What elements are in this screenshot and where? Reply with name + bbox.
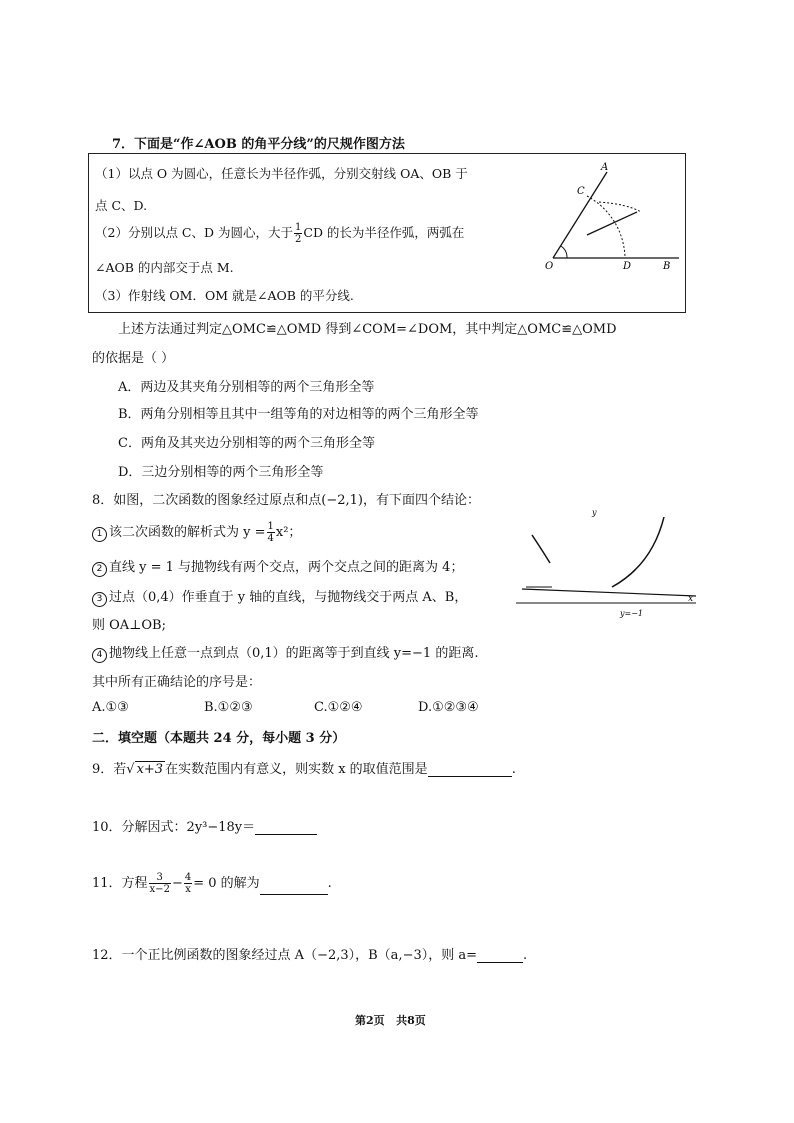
q10-text: 10．分解因式：2y³−18y＝ xyxy=(92,820,256,835)
q7-step1-b: 点 C、D. xyxy=(95,198,148,213)
q11-answer-blank[interactable] xyxy=(260,879,328,895)
q8-c1-fraction xyxy=(267,521,275,544)
q7-step2-fraction xyxy=(294,222,302,245)
q8-c1-pre: 该二次函数的解析式为 y = xyxy=(109,525,266,540)
q7-step2-pre: （2）分别以点 C、D 为圆心，大于 xyxy=(95,225,293,240)
q11-f1-num: 3 xyxy=(149,872,171,884)
q7-method-box xyxy=(88,153,686,313)
q8-choice-b: B.①②③ xyxy=(204,700,253,715)
q7-label-b: B xyxy=(663,261,671,272)
q8-choice-a: A.①③ xyxy=(92,700,129,715)
q8-title: 8．如图，二次函数的图象经过原点和点(−2,1)，有下面四个结论： xyxy=(92,493,480,508)
q10-answer-blank[interactable] xyxy=(255,819,317,835)
q11-f1-den: x−2 xyxy=(149,884,170,895)
q9-pre: 9．若 xyxy=(92,762,127,777)
q8-c3-text: 过点（0,4）作垂直于 y 轴的直线，与抛物线交于两点 A、B， xyxy=(109,590,468,605)
q7-stem-a: 上述方法通过判定△OMC≌△OMD 得到∠COM=∠DOM，其中判定△OMC≌△OMD xyxy=(118,322,617,337)
q8-conclusion-1 xyxy=(92,521,301,544)
q9 xyxy=(92,758,516,777)
q12-text: 12．一个正比例函数的图象经过点 A（−2,3），B（a,−3），则 a= xyxy=(92,948,478,963)
q8-c3-number: 3 xyxy=(92,592,107,607)
q8-c2-number: 2 xyxy=(92,562,107,577)
footer-total-pages: 共8页 xyxy=(396,1014,426,1027)
q7-label-a: A xyxy=(601,162,609,173)
q7-option-c: C．两角及其夹边分别相等的两个三角形全等 xyxy=(118,436,375,451)
q8-label-x: x xyxy=(688,594,694,604)
q8-label-y: y xyxy=(592,508,597,517)
footer-page-number: 第2页 xyxy=(355,1014,385,1027)
q12-end: . xyxy=(523,948,528,963)
q9-radicand: x+3 xyxy=(136,762,164,777)
q8-label-y-minus-1: y=−1 xyxy=(620,609,644,618)
q8-c4-text: 抛物线上任意一点到点（0,1）的距离等于到直线 y=−1 的距离. xyxy=(109,646,479,661)
q8-choice-c: C.①②④ xyxy=(314,700,363,715)
q7-angle-bisector-figure xyxy=(539,162,689,272)
q7-step2-frac-num: 1 xyxy=(295,222,302,233)
q8-c2-text: 直线 y = 1 与抛物线有两个交点，两个交点之间的距离为 4； xyxy=(109,560,464,575)
q7-option-d: D．三边分别相等的两个三角形全等 xyxy=(118,465,324,480)
q7-step1-a: （1）以点 O 为圆心，任意长为半径作弧，分别交射线 OA、OB 于 xyxy=(95,166,468,181)
q7-step2-b: ∠AOB 的内部交于点 M. xyxy=(95,260,234,275)
q8-c1-post: x²； xyxy=(275,525,302,540)
q7-label-o: O xyxy=(545,261,554,272)
q8-choice-d: D.①②③④ xyxy=(418,700,479,715)
q7-label-d: D xyxy=(623,261,632,272)
q8-ask: 其中所有正确结论的序号是： xyxy=(92,675,262,690)
q7-step2-post: CD 的长为半径作弧，两弧在 xyxy=(303,225,465,240)
q10 xyxy=(92,816,317,835)
q7-option-b: B．两角分别相等且其中一组等角的对边相等的两个三角形全等 xyxy=(118,407,479,422)
q11-post: = 0 的解为 xyxy=(193,876,260,891)
q11 xyxy=(92,872,332,895)
page-footer xyxy=(355,1012,426,1028)
q7-step3: （3）作射线 OM．OM 就是∠AOB 的平分线. xyxy=(95,288,354,303)
q8-conclusion-3 xyxy=(92,586,467,607)
q12 xyxy=(92,944,527,963)
q9-post: 在实数范围内有意义，则实数 x 的取值范围是 xyxy=(165,762,428,777)
q8-c1-frac-num: 1 xyxy=(267,521,274,532)
q8-c1-frac-den: 4 xyxy=(267,533,274,544)
q8-conclusion-3b: 则 OA⊥OB; xyxy=(92,618,166,633)
q7-step2-frac-den: 2 xyxy=(295,234,302,245)
q8-c1-number: 1 xyxy=(92,527,107,542)
q8-parabola-figure xyxy=(512,505,702,625)
q9-sqrt: √ x+3 xyxy=(126,762,164,777)
q12-answer-blank[interactable] xyxy=(477,947,523,963)
q7-option-a: A．两边及其夹角分别相等的两个三角形全等 xyxy=(118,380,375,395)
q9-answer-blank[interactable] xyxy=(428,761,512,777)
q7-step2 xyxy=(95,222,464,245)
q11-minus: − xyxy=(171,876,183,891)
q7-label-c: C xyxy=(577,186,585,197)
q7-stem-b: 的依据是（ ） xyxy=(92,351,175,366)
q7-title: 7．下面是“作∠AOB 的角平分线”的尺规作图方法 xyxy=(112,137,405,152)
q11-f2-den: x xyxy=(185,884,191,895)
q11-fraction-1 xyxy=(149,872,171,895)
q8-conclusion-2 xyxy=(92,556,463,577)
q8-conclusion-4 xyxy=(92,642,478,663)
q11-end: . xyxy=(327,876,332,891)
q9-end: . xyxy=(511,762,516,777)
q11-f2-num: 4 xyxy=(184,872,192,883)
q11-fraction-2 xyxy=(184,872,192,895)
q8-c4-number: 4 xyxy=(92,648,107,663)
section2-title: 二．填空题（本题共 24 分，每小题 3 分） xyxy=(92,731,346,746)
q11-pre: 11．方程 xyxy=(92,876,148,891)
